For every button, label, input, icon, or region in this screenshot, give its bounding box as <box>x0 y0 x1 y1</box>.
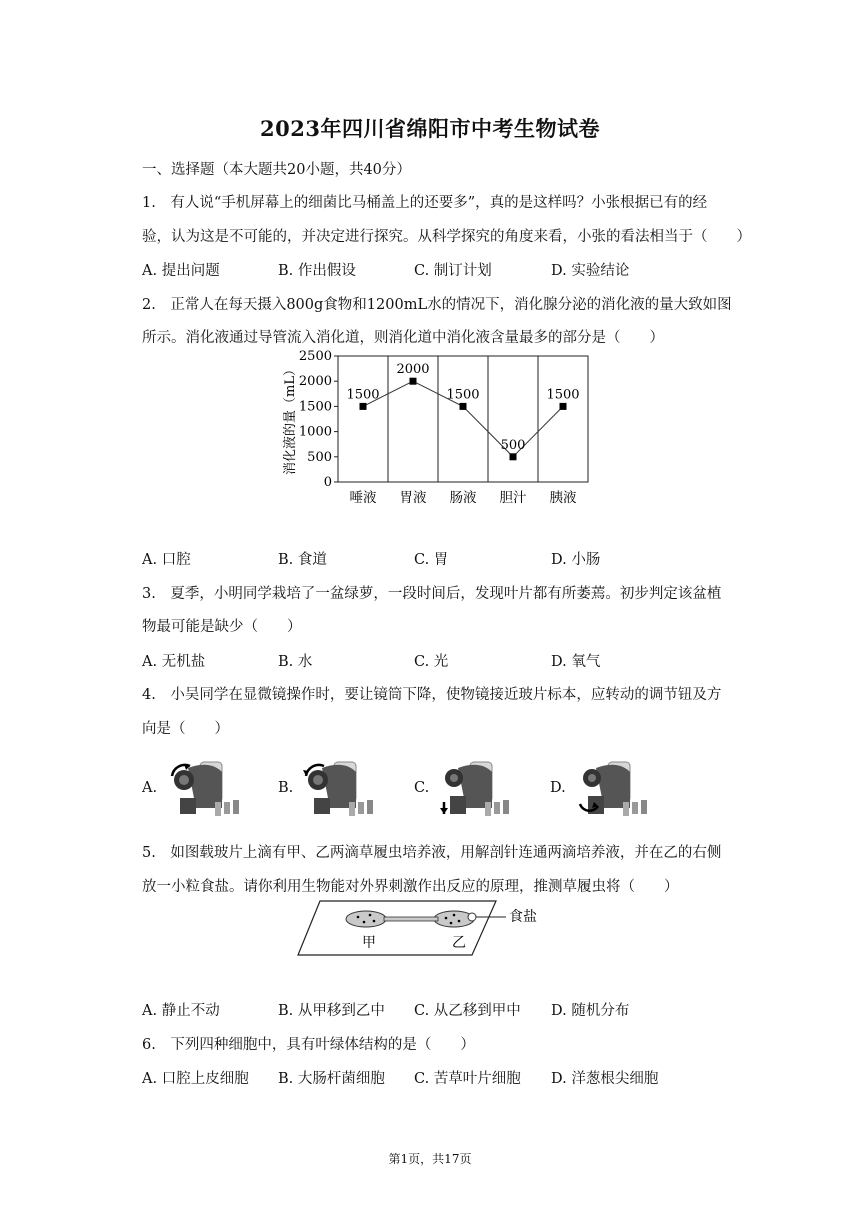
chart-x-categories <box>350 489 578 506</box>
chart-y-tick-label: 2000 <box>298 374 332 390</box>
q4-option-c-label: C. <box>414 780 430 796</box>
q4-option-b-label: B. <box>278 780 294 796</box>
salt-grain <box>468 913 476 921</box>
culture-drop-jia <box>346 911 386 927</box>
chart-category-label: 胃液 <box>399 490 427 506</box>
chart-category-label: 胆汁 <box>499 490 527 506</box>
q1-option-b[interactable]: B. 作出假设 <box>278 263 356 279</box>
q5-option-c[interactable]: C. 从乙移到甲中 <box>414 1003 521 1019</box>
chart-y-axis-title: 消化液的量（mL） <box>283 363 298 475</box>
microscope-coarse-down-icon <box>294 758 394 820</box>
label-jia: 甲 <box>362 935 376 951</box>
chart-category-label: 胰液 <box>549 490 577 506</box>
q4-line-2: 向是（ ） <box>142 721 229 737</box>
q5-line-2: 放一小粒食盐。请你利用生物能对外界刺激作出反应的原理，推测草履虫将（ ） <box>142 879 679 895</box>
q2-option-c[interactable]: C. 胃 <box>414 552 449 568</box>
chart-data-point <box>510 453 517 460</box>
chart-y-tick-label: 2500 <box>298 349 332 364</box>
chart-data-point <box>360 403 367 410</box>
label-yi: 乙 <box>452 935 466 951</box>
q3-option-d[interactable]: D. 氧气 <box>551 654 601 670</box>
microscope-coarse-up-icon <box>160 758 260 820</box>
q2-option-d[interactable]: D. 小肠 <box>551 552 601 568</box>
chart-data-point <box>560 403 567 410</box>
digestive-juice-chart <box>280 348 600 510</box>
chart-data-label: 1500 <box>446 387 480 403</box>
connecting-channel <box>384 917 438 921</box>
chart-data-label: 2000 <box>396 362 430 378</box>
q4-option-a-label: A. <box>142 780 158 796</box>
chart-data-point <box>410 378 417 385</box>
chart-y-tick-label: 1500 <box>298 399 332 415</box>
q1-option-d[interactable]: D. 实验结论 <box>551 263 630 279</box>
q2-option-a[interactable]: A. 口腔 <box>142 552 191 568</box>
chart-y-axis-label <box>282 363 298 475</box>
q2-option-b[interactable]: B. 食道 <box>278 552 327 568</box>
q6-option-c[interactable]: C. 苦草叶片细胞 <box>414 1071 521 1087</box>
chart-series <box>346 362 579 460</box>
q4-option-c[interactable] <box>414 758 544 820</box>
chart-y-ticks <box>299 349 338 490</box>
q6-option-d[interactable]: D. 洋葱根尖细胞 <box>551 1071 659 1087</box>
q6-line-1: 6. 下列四种细胞中，具有叶绿体结构的是（ ） <box>142 1037 475 1053</box>
q5-option-d[interactable]: D. 随机分布 <box>551 1003 630 1019</box>
q3-line-1: 3. 夏季，小明同学栽培了一盆绿萝，一段时间后，发现叶片都有所萎蔫。初步判定该盆植 <box>142 586 722 602</box>
microscope-fine-down-icon <box>568 758 668 820</box>
q5-line-1: 5. 如图载玻片上滴有甲、乙两滴草履虫培养液，用解剖针连通两滴培养液，并在乙的右侧 <box>142 845 722 861</box>
q5-option-b[interactable]: B. 从甲移到乙中 <box>278 1003 385 1019</box>
chart-y-tick-label: 1000 <box>298 424 332 440</box>
slide-diagram <box>296 897 556 961</box>
q3-option-b[interactable]: B. 水 <box>278 654 313 670</box>
section-heading: 一、选择题（本大题共20小题，共40分） <box>142 162 411 178</box>
q1-option-a[interactable]: A. 提出问题 <box>142 263 220 279</box>
q1-line-1: 1. 有人说“手机屏幕上的细菌比马桶盖上的还要多”，真的是这样吗？小张根据已有的经 <box>142 195 708 211</box>
glass-slide-outline <box>298 901 496 955</box>
q4-option-a[interactable] <box>142 758 272 820</box>
chart-category-label: 肠液 <box>449 490 477 506</box>
chart-y-tick-label: 0 <box>323 475 332 490</box>
q1-line-2: 验，认为这是不可能的，并决定进行探究。从科学探究的角度来看，小张的看法相当于（ ） <box>142 229 751 245</box>
microscope-fine-up-icon <box>430 758 530 820</box>
chart-data-label: 500 <box>500 437 526 453</box>
chart-category-label: 唾液 <box>349 490 377 506</box>
q6-option-b[interactable]: B. 大肠杆菌细胞 <box>278 1071 385 1087</box>
page-footer: 第1页，共17页 <box>388 1152 472 1166</box>
q3-option-c[interactable]: C. 光 <box>414 654 449 670</box>
chart-data-label: 1500 <box>546 387 580 403</box>
chart-data-point <box>460 403 467 410</box>
q4-line-1: 4. 小吴同学在显微镜操作时，要让镜筒下降，使物镜接近玻片标本，应转动的调节钮及方 <box>142 687 722 703</box>
q6-option-a[interactable]: A. 口腔上皮细胞 <box>142 1071 249 1087</box>
q4-option-b[interactable] <box>278 758 408 820</box>
q4-option-d[interactable] <box>550 758 680 820</box>
q1-option-c[interactable]: C. 制订计划 <box>414 263 492 279</box>
chart-data-label: 1500 <box>346 387 380 403</box>
q3-line-2: 物最可能是缺少（ ） <box>142 619 302 635</box>
exam-title: 2023年四川省绵阳市中考生物试卷 <box>260 116 600 141</box>
q5-option-a[interactable]: A. 静止不动 <box>142 1003 220 1019</box>
chart-y-tick-label: 500 <box>307 449 332 465</box>
q2-line-2: 所示。消化液通过导管流入消化道，则消化道中消化液含量最多的部分是（ ） <box>142 330 664 346</box>
q2-line-1: 2. 正常人在每天摄入800g食物和1200mL水的情况下，消化腺分泌的消化液的量大致如图 <box>142 297 732 313</box>
label-salt: 食盐 <box>509 909 537 925</box>
q4-option-d-label: D. <box>550 780 566 796</box>
q3-option-a[interactable]: A. 无机盐 <box>142 654 206 670</box>
